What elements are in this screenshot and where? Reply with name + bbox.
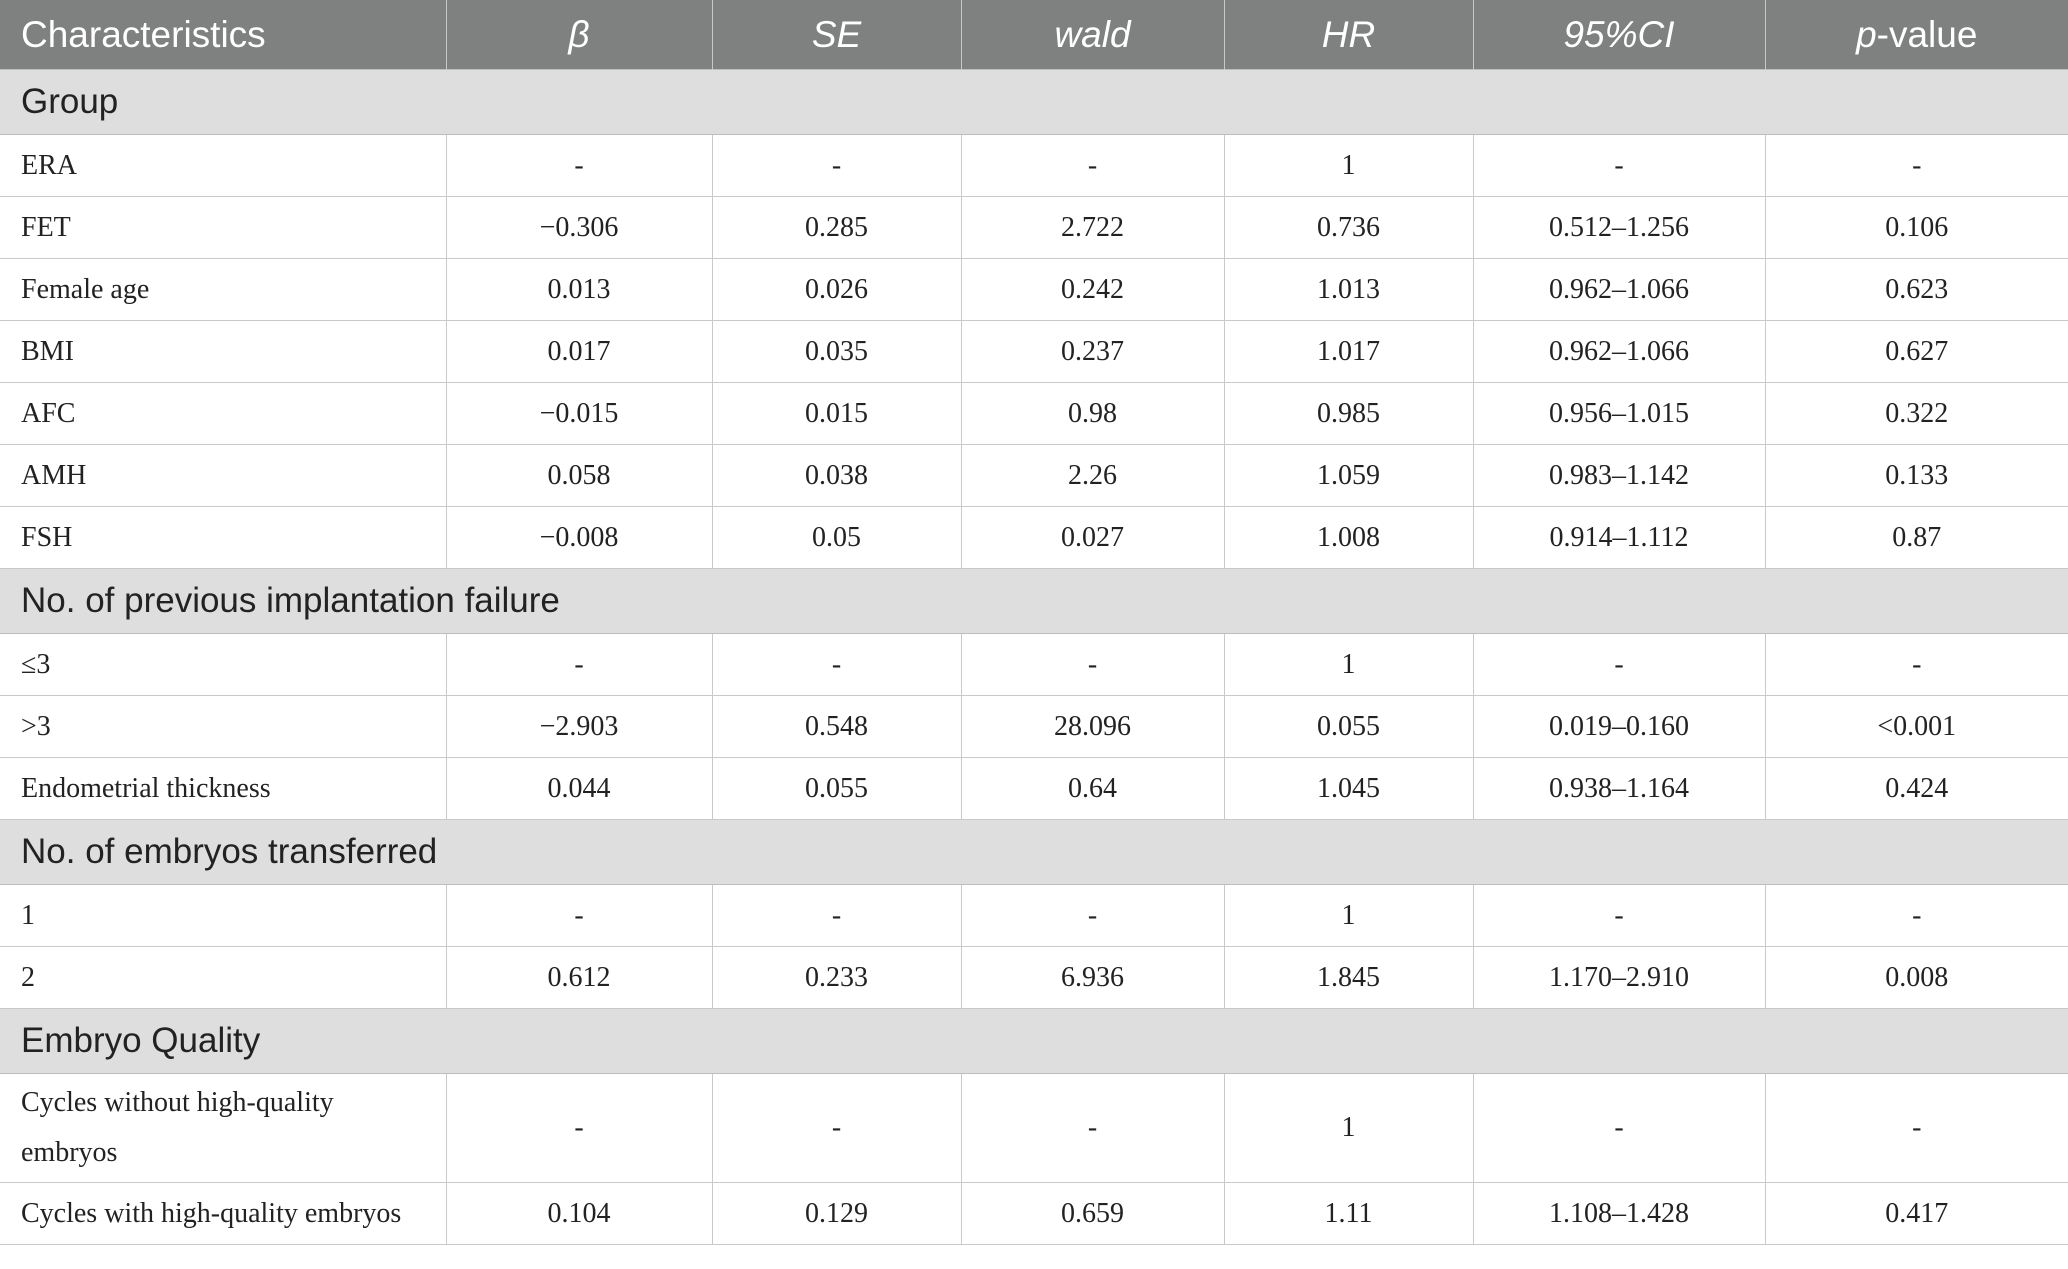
table-cell: - [1765,634,2068,696]
table-cell: 0.962–1.066 [1473,259,1765,321]
header-p: p [1856,13,1877,55]
table-cell: 0.237 [961,321,1224,383]
table-cell: 0.133 [1765,445,2068,507]
table-cell: 0.623 [1765,259,2068,321]
table-row [0,634,2068,696]
table-row [0,1183,2068,1245]
table-cell: 0.242 [961,259,1224,321]
table-cell: 1.170–2.910 [1473,947,1765,1009]
table-row [0,507,2068,569]
table-cell: 0.87 [1765,507,2068,569]
table-row [0,696,2068,758]
section-row [0,569,2068,634]
table-cell: - [1765,1074,2068,1183]
table-row [0,135,2068,197]
table-cell: - [1765,885,2068,947]
table-cell: 0.983–1.142 [1473,445,1765,507]
table-cell: 0.64 [961,758,1224,820]
row-label: Female age [0,259,446,321]
row-label: Endometrial thickness [0,758,446,820]
table-cell: 0.013 [446,259,712,321]
table-cell: - [446,1074,712,1183]
row-label: AMH [0,445,446,507]
header-characteristics: Characteristics [0,0,446,70]
table-cell: 0.104 [446,1183,712,1245]
table-cell: - [712,135,961,197]
section-row [0,1009,2068,1074]
table-cell: 0.938–1.164 [1473,758,1765,820]
header-wald: wald [961,0,1224,70]
section-title: Embryo Quality [0,1009,2068,1074]
section-row [0,70,2068,135]
table-cell: - [446,634,712,696]
row-label: 2 [0,947,446,1009]
table-cell: 0.956–1.015 [1473,383,1765,445]
row-label: AFC [0,383,446,445]
table-cell: 0.055 [1224,696,1473,758]
table-cell: - [961,885,1224,947]
table-cell: 1.008 [1224,507,1473,569]
table-cell: 0.015 [712,383,961,445]
table-cell: 0.05 [712,507,961,569]
row-label: FSH [0,507,446,569]
table-cell: 1.013 [1224,259,1473,321]
table-cell: 1.059 [1224,445,1473,507]
table-cell: 0.038 [712,445,961,507]
header-p-value [1765,0,2068,70]
table-cell: 0.736 [1224,197,1473,259]
table-cell: - [446,885,712,947]
table-row [0,1074,2068,1183]
header-hr: HR [1224,0,1473,70]
header-value-suffix: -value [1876,13,1978,55]
table-row [0,321,2068,383]
table-cell: 0.424 [1765,758,2068,820]
table-cell: 1 [1224,634,1473,696]
table-row [0,885,2068,947]
table-cell: - [712,885,961,947]
table-cell: 1 [1224,135,1473,197]
table-cell: −0.015 [446,383,712,445]
table-cell: −0.008 [446,507,712,569]
table-cell: 0.659 [961,1183,1224,1245]
table-row [0,947,2068,1009]
table-cell: 0.019–0.160 [1473,696,1765,758]
table-cell: 0.548 [712,696,961,758]
table-cell: 1 [1224,885,1473,947]
header-beta: β [446,0,712,70]
section-title: No. of embryos transferred [0,820,2068,885]
table-cell: −0.306 [446,197,712,259]
section-title: No. of previous implantation failure [0,569,2068,634]
section-row [0,820,2068,885]
row-label: >3 [0,696,446,758]
table-cell: 0.026 [712,259,961,321]
row-label: ERA [0,135,446,197]
table-cell: 2.722 [961,197,1224,259]
table-cell: 0.129 [712,1183,961,1245]
table-cell: 0.322 [1765,383,2068,445]
table-cell: 28.096 [961,696,1224,758]
row-label: ≤3 [0,634,446,696]
header-ci: 95%CI [1473,0,1765,70]
table-cell: 0.008 [1765,947,2068,1009]
table-cell: - [1473,885,1765,947]
table-cell: −2.903 [446,696,712,758]
table-cell: - [1473,634,1765,696]
table-cell: 0.027 [961,507,1224,569]
table-row [0,259,2068,321]
table-cell: 0.044 [446,758,712,820]
table-cell: 0.914–1.112 [1473,507,1765,569]
table-cell: - [1473,1074,1765,1183]
table-cell: - [961,634,1224,696]
table-cell: 1.045 [1224,758,1473,820]
table-cell: - [961,135,1224,197]
table-cell: 0.962–1.066 [1473,321,1765,383]
table-cell: 0.058 [446,445,712,507]
table-cell: 0.627 [1765,321,2068,383]
table-cell: 0.98 [961,383,1224,445]
table-cell: 0.106 [1765,197,2068,259]
header-se: SE [712,0,961,70]
table-cell: 0.985 [1224,383,1473,445]
table-cell: - [712,634,961,696]
table-body [0,70,2068,1245]
table-row [0,383,2068,445]
table-cell: 0.417 [1765,1183,2068,1245]
row-label: Cycles without high-quality embryos [0,1074,446,1183]
table-cell: 6.936 [961,947,1224,1009]
table-cell: <0.001 [1765,696,2068,758]
table-cell: - [1765,135,2068,197]
table-row [0,445,2068,507]
header-row [0,0,2068,70]
table-cell: - [446,135,712,197]
row-label: Cycles with high-quality embryos [0,1183,446,1245]
table-row [0,758,2068,820]
table-cell: 0.055 [712,758,961,820]
table-cell: 0.512–1.256 [1473,197,1765,259]
table-cell: 1.017 [1224,321,1473,383]
row-label: 1 [0,885,446,947]
table-cell: 0.035 [712,321,961,383]
table-cell: - [961,1074,1224,1183]
table-cell: 0.017 [446,321,712,383]
table-cell: - [1473,135,1765,197]
section-title: Group [0,70,2068,135]
table-cell: 2.26 [961,445,1224,507]
table-cell: 0.612 [446,947,712,1009]
table-cell: 1.11 [1224,1183,1473,1245]
table-cell: 1.845 [1224,947,1473,1009]
table-cell: 0.285 [712,197,961,259]
table-row [0,197,2068,259]
row-label: FET [0,197,446,259]
table-cell: 0.233 [712,947,961,1009]
table-cell: 1.108–1.428 [1473,1183,1765,1245]
row-label: BMI [0,321,446,383]
table-cell: - [712,1074,961,1183]
table-cell: 1 [1224,1074,1473,1183]
